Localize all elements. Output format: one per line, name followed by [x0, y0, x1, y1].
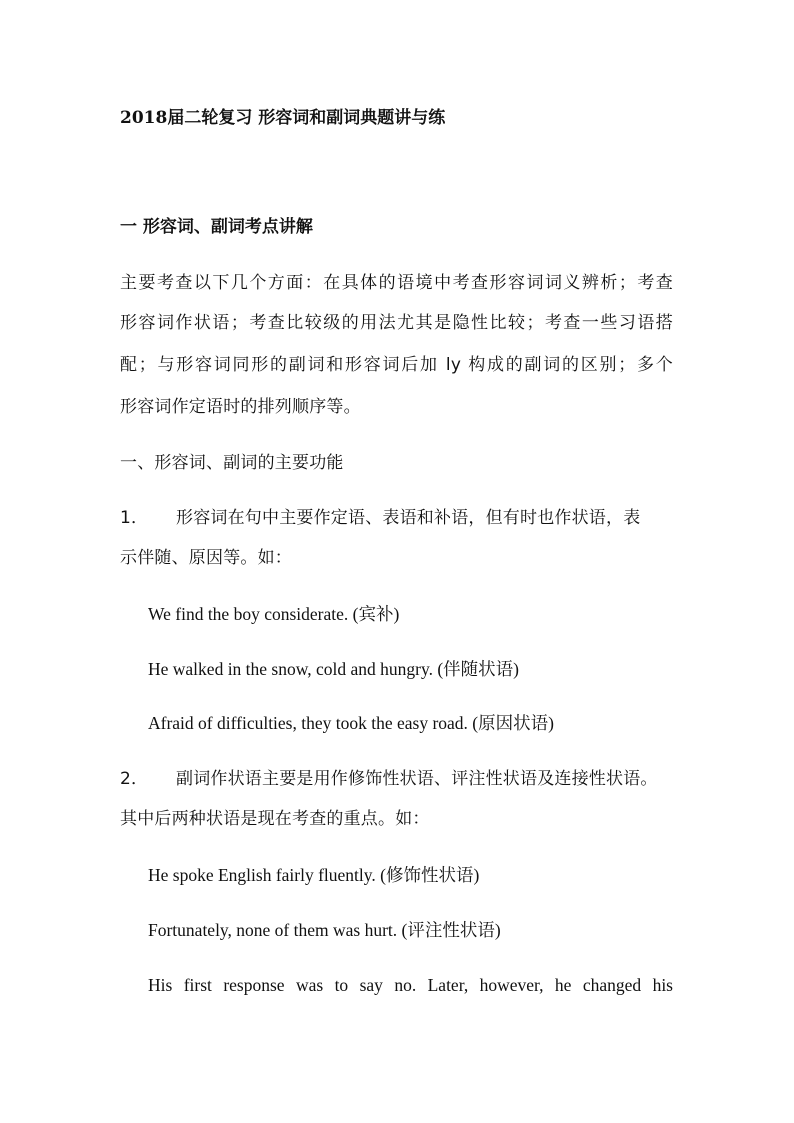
item-2-line-1 [120, 768, 680, 790]
intro-line-1: 主要考查以下几个方面：在具体的语境中考查形容词词义辨析；考查 [120, 273, 673, 293]
example-2-1: He spoke English fairly fluently. (修饰性状语) [148, 865, 480, 885]
intro-line-2: 形容词作状语；考查比较级的用法尤其是隐性比较；考查一些习语搭 [120, 313, 673, 333]
item-2-text-1: 副词作状语主要是用作修饰性状语、评注性状语及连接性状语。 [176, 769, 658, 789]
intro-line-4: 形容词作定语时的排列顺序等。 [120, 397, 361, 417]
item-1-line-1 [120, 507, 673, 529]
item-1-number: 1． [120, 508, 149, 528]
example-2-3: His first response was to say no. Later, however, he changed his [148, 975, 673, 995]
intro-line-3: 配；与形容词同形的副词和形容词后加 ly 构成的副词的区别；多个 [120, 355, 673, 375]
example-1-2: He walked in the snow, cold and hungry. (伴随状语) [148, 659, 519, 679]
item-2-line-2: 其中后两种状语是现在考查的重点。如： [120, 809, 430, 829]
item-2-number: 2． [120, 769, 149, 789]
item-1-text-1: 形容词在句中主要作定语、表语和补语，但有时也作状语，表 [176, 508, 641, 528]
section-heading: 一 形容词、副词考点讲解 [120, 217, 313, 237]
item-1-line-2: 示伴随、原因等。如： [120, 548, 292, 568]
example-2-2: Fortunately, none of them was hurt. (评注性状语) [148, 920, 501, 940]
example-1-3: Afraid of difficulties, they took the easy road. (原因状语) [148, 713, 554, 733]
example-1-1: We find the boy considerate. (宾补) [148, 604, 400, 624]
subheading: 一、形容词、副词的主要功能 [120, 453, 344, 473]
document-title: 2018届二轮复习 形容词和副词典题讲与练 [120, 108, 446, 128]
